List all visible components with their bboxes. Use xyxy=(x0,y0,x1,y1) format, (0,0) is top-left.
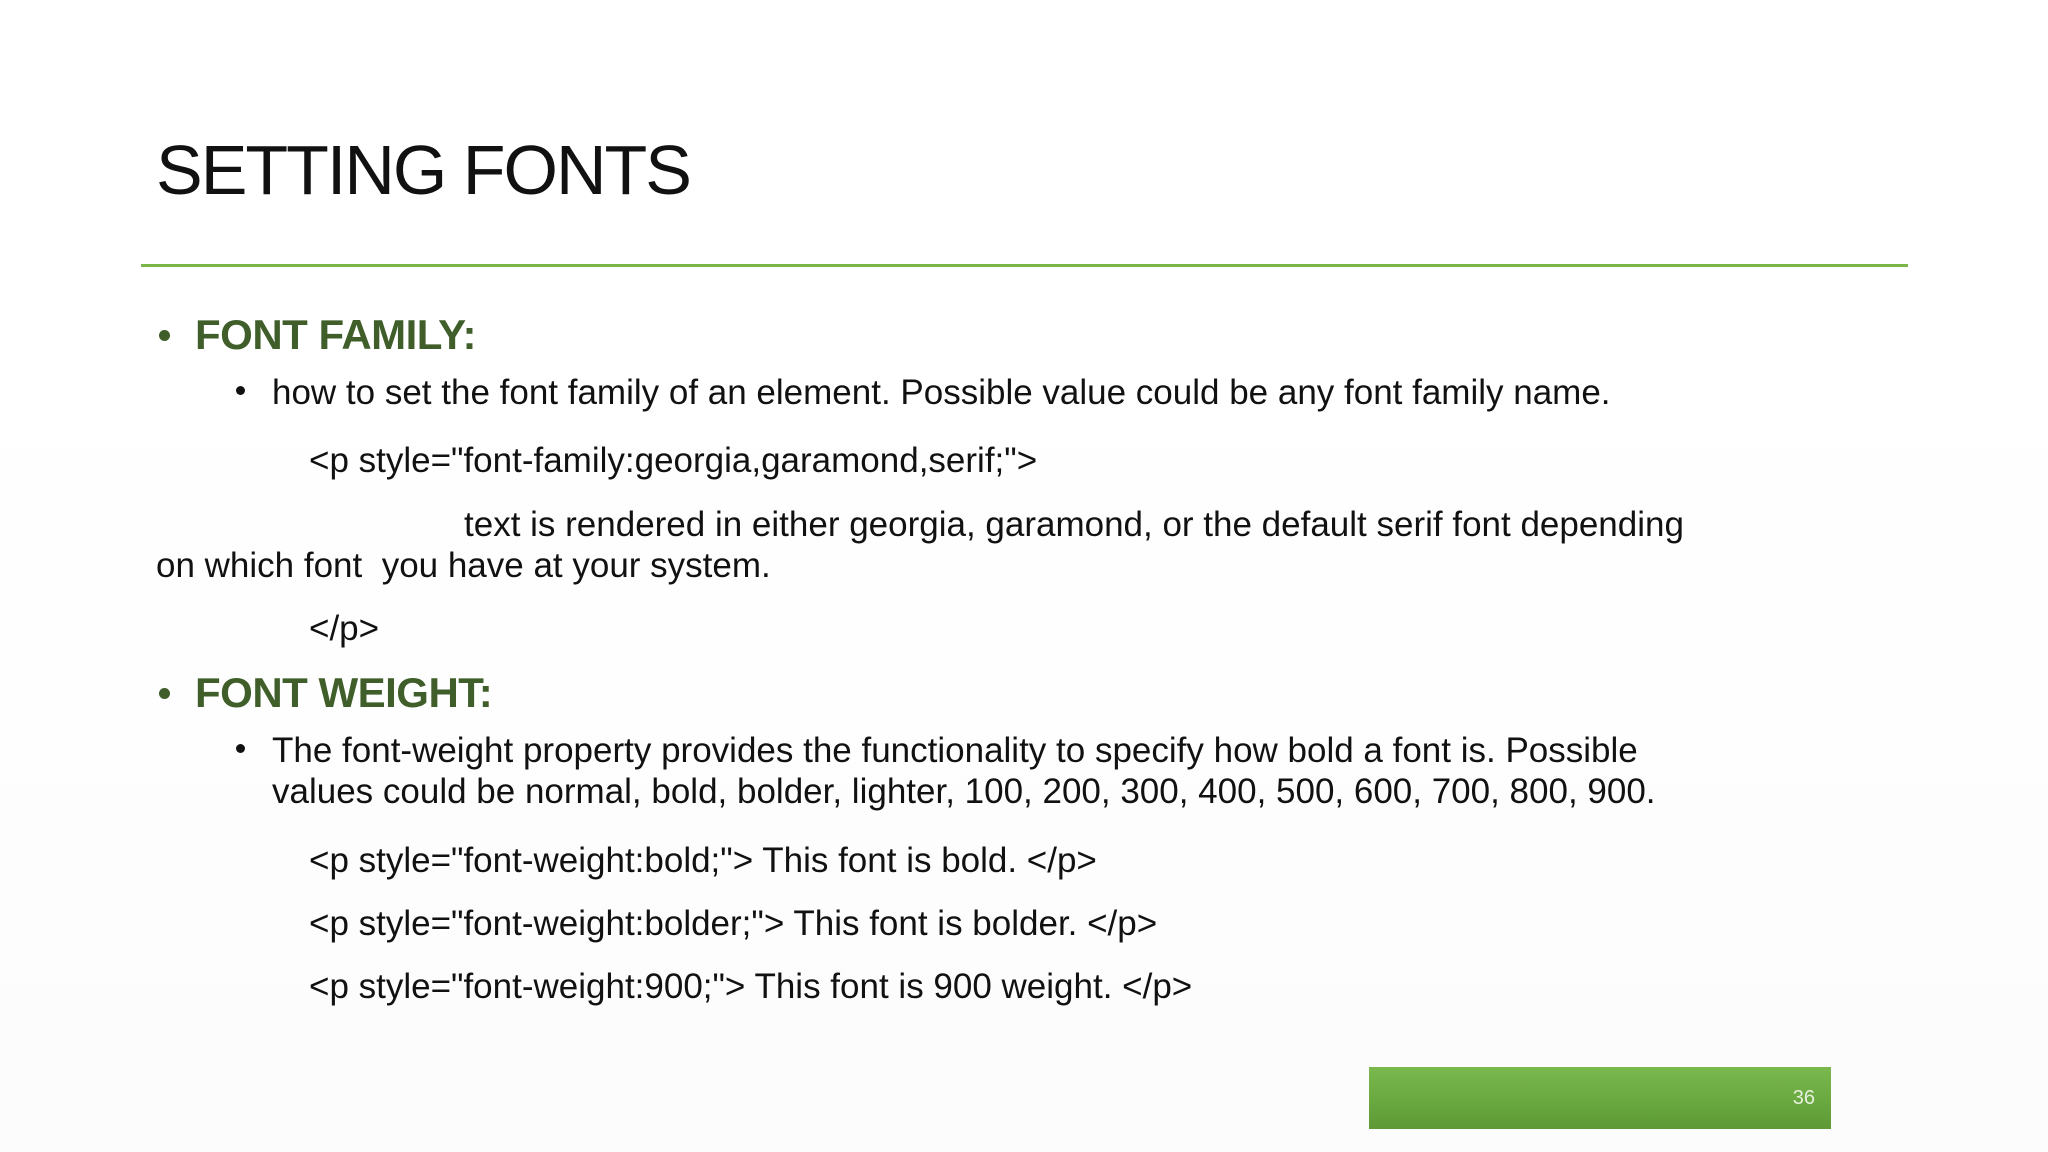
slide-title: SETTING FONTS xyxy=(156,131,690,209)
bullet-icon xyxy=(159,330,170,341)
footer-bar xyxy=(1369,1067,1831,1129)
sub-bullet-icon xyxy=(236,386,245,395)
font-family-description: how to set the font family of an element. Possible value could be any font family name. xyxy=(272,373,1611,412)
font-weight-description-line2: values could be normal, bold, bolder, lighter, 100, 200, 300, 400, 500, 600, 700, 800, 900. xyxy=(272,772,1656,811)
font-weight-heading: FONT WEIGHT: xyxy=(195,669,493,716)
font-family-code-open: <p style="font-family:georgia,garamond,serif;"> xyxy=(309,441,1038,480)
font-family-code-text-line1: text is rendered in either georgia, garamond, or the default serif font depending xyxy=(464,505,1684,544)
sub-bullet-icon xyxy=(236,744,245,753)
font-family-heading: FONT FAMILY: xyxy=(195,311,476,358)
title-divider xyxy=(141,264,1908,267)
font-weight-example: <p style="font-weight:bold;"> This font is bold. </p> xyxy=(309,841,1097,880)
font-weight-example: <p style="font-weight:900;"> This font is 900 weight. </p> xyxy=(309,967,1193,1006)
font-weight-description-line1: The font-weight property provides the functionality to specify how bold a font is. Possible xyxy=(272,731,1638,770)
font-family-code-text-line2: on which font you have at your system. xyxy=(156,546,771,585)
font-family-code-close: </p> xyxy=(309,609,380,648)
page-number: 36 xyxy=(1792,1087,1815,1109)
bullet-icon xyxy=(159,688,170,699)
font-weight-example: <p style="font-weight:bolder;"> This font is bolder. </p> xyxy=(309,904,1158,943)
